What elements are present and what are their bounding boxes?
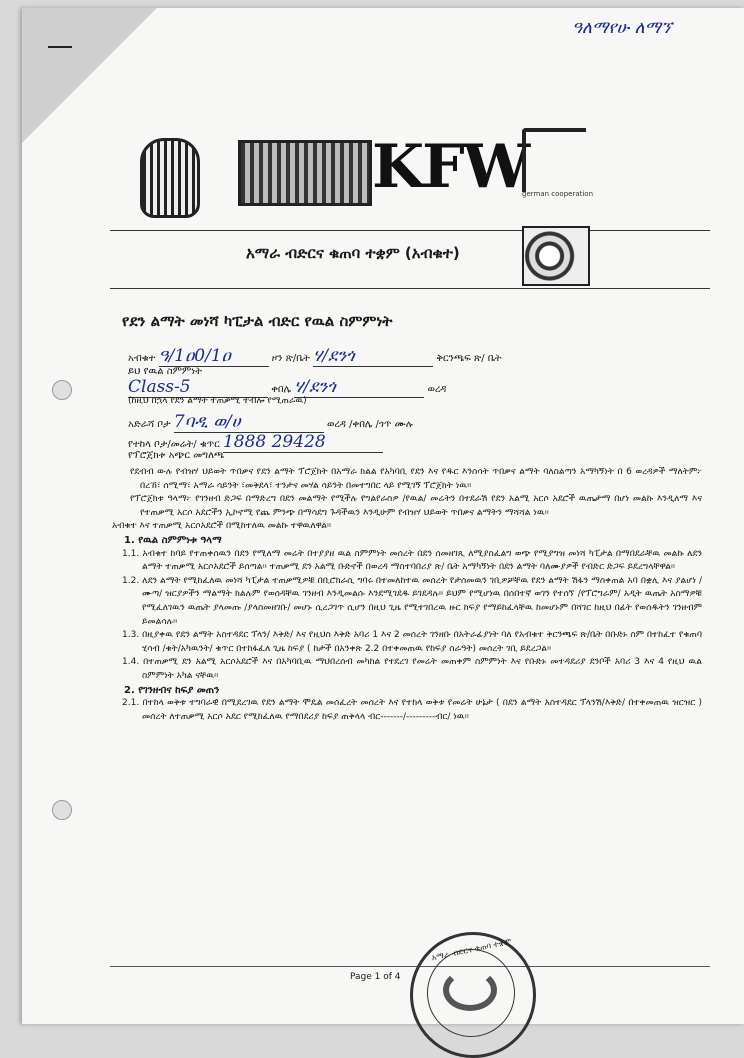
agreement-intro: አብቁተ እና ተጠቃሚ አርሶአደሮች በሚከተለዉ መልኩ ተዋዉለዋል፡፡ <box>112 521 332 532</box>
document-title: የደን ልማት መነሻ ካፒታል ብድር የዉል ስምምነት <box>122 312 393 330</box>
section-heading: 2. የገንዘብና ከፍያ መጠን <box>124 684 220 696</box>
bank-logo-icon <box>238 140 372 206</box>
field-label: አድራሻ ቦታ <box>128 419 171 430</box>
handwritten-value: ሃ/ደንጎ <box>313 346 433 367</box>
folded-corner <box>22 8 157 143</box>
logo-strip <box>140 128 600 228</box>
giz-logo-text: german cooperation <box>522 190 594 198</box>
section-heading: 1. የዉል ስምምነቱ ዓላማ <box>124 534 222 546</box>
pen-mark <box>48 46 72 48</box>
page-number: Page 1 of 4 <box>350 972 401 982</box>
field-label: አብቁተ <box>128 353 156 364</box>
agreement-body <box>112 466 702 724</box>
field-note: (ከዚህ በኋላ የደን ልማት ተጠቃሚ ተብሎ የሚጠራዉ) <box>128 396 307 406</box>
field-label: ዞን ጽ/ቤት <box>271 353 310 364</box>
official-stamp <box>410 932 536 1058</box>
stamp-text: አማራ ብድርና ቁጠባ ተቋም <box>430 936 513 963</box>
giz-logo-icon <box>522 128 586 192</box>
field-label: የተከላ ቦታ/መሬት/ ቁጥር <box>128 439 220 450</box>
handwritten-value: ሃ/ደንጎ <box>294 377 424 398</box>
field-row-1 <box>128 346 501 367</box>
field-row-2 <box>128 366 446 398</box>
field-label: ቀበሌ <box>271 384 292 395</box>
bullet-paragraph: የፕሮጀክቱ ዓላማ፦ የገንዘብ ድጋፍ በማድረግ በደን መልማት የሚችሉ የግልየራስዎ /የዉል/ መሬትን በተደራሽ የደን አልሚ አርሶ አደሮች ዉጤታማ በሆነ መልኩ እንዲለማ እና የተጠቃሚ አርሶ አደሮችን ኢኮኖሚ የጨ ምንጭ በማሳደግ ጉዳችዉን እንዲሁም የብዝሃ ህይወት ጥበቃና ልማትን ማሻሻል ነዉ፡፡ <box>130 494 702 518</box>
handwritten-value: 1888 29428 <box>223 432 383 453</box>
field-row-4 <box>128 412 413 433</box>
header-divider-bottom <box>110 288 710 289</box>
kfw-logo: KFW <box>372 132 529 202</box>
field-label: ቅርንጫፍ ጽ/ ቤት <box>436 353 502 364</box>
stamp-emblem-icon <box>443 969 497 1011</box>
clause: 1.3. በዚያቀዉ የደን ልማት አስተዳደር ፕላን/ እቅድ/ እና የዚህስ እቅድ አባሪ 1 እና 2 መሰረት ገንዘቡ በአትራፊያነት ባለ የአብቁተ ቅርንጫፍ ጽ/ቤት በቡድኑ ስም በተከፈተ የቁጠባ ሂሳብ /ቁት/አካዉንት/ ቁጥር በተከፋፈለ ጊዜ ከፍያ ( ከታች በአንቀጽ 2.2 በተቀመጠዉ የከፍያ ስራዓት) መሰረት ገቢ ይደረጋል፡፡ <box>122 630 702 654</box>
clause: 1.1. አብቁተ ከባይ የተጠቀሰዉን በደን የሚለማ መሬት በተያያዘ ዉል ስምምነት መሰረት በደን ሰመዘገጺ ለሚያስፈልግ ወጭ የሚያግዝ መነሻ ካፒታል በማበደራቸዉ መልኩ ለደን ልማት ተጠቃሚ አርሶአደሮች ይሰጣል፡፡ ተጠቃሚ ደን አልሚ ቡድኖች በወረዳ ማስተባበሪያ ጽ/ ቤት አማካኝነት በደን ልማት ባለሙያዎች የብድር ድጋፍ ይደረግላቸዋል፡፡ <box>122 548 702 573</box>
handwritten-value: Class-5 <box>128 377 268 398</box>
field-label: ወረዳ /ቀበሌ /ጎጥ ሙሉ <box>326 419 413 430</box>
field-label: ወረዳ <box>427 384 447 395</box>
handwritten-value: 7ባዲ ወ/ሀ <box>174 412 324 433</box>
header-divider <box>110 230 710 231</box>
bullet-paragraph: የደብብ ውሉ የብዝሃ ህይወት ጥበቃና የደን ልማት ፕሮጀክት በአማራ ክልል የአካባቢ የደን እና የዱር እንስሳት ጥበቃና ልማት ባለስልጣን አማካኝነት በ 6 ወረዳዎች ማለትም፦ በረኸ፣ ሰሚማ፣ አማራ ሳይንት ፣መቅደላ፣ ተንታና መሃል ሳይንት በመተግበር ላይ የሚገኝ ፕሮጀክት ነዉ፡፡ <box>130 467 702 491</box>
field-row-6 <box>128 450 224 461</box>
clause: 2.1. በተከላ ወቅቱ ተግባራዊ በሚደረገዉ የደን ልማት ሞዴል መሰፈረት መሰረት እና የተከላ ወቅቱ የመሬት ሁኔታ ( በደን ልማት አስተዳደር ፕላንሽ/እቅድ/ በተቀመጠዉ ዝርዝር ) መሰረት ለተጠቃሚ አርሶ አደር የሚከፈለዉ የማበደሪያ ከፍያ ጠቅላላ ብር-------/---------ብር/ ነዉ፡፡ <box>122 698 702 722</box>
punch-hole-bottom <box>52 800 72 820</box>
clause: 1.4. በተጠቃሚ ደን አልሚ አርሶአደሮች እና በአካባቢዉ ማህበረሰብ መካከል የተደረገ የመሬት መጠቀም ስምምነት እና የቡድኑ መተዳደሪያ ደንቦች አባሪ 3 እና 4 የዚህ ዉል ስምምነት አካል ናቸዉ፡፡ <box>122 657 702 681</box>
handwritten-value: ዓ/1ዐ0/1ዐ <box>159 346 269 367</box>
footer-divider <box>110 966 710 967</box>
corner-handwriting: ዓለማየሁ ለማኘ <box>572 18 673 38</box>
acsi-logo-icon <box>522 226 590 286</box>
field-label: የፕሮጀክቱ አጭር መግለጫ <box>128 450 225 461</box>
clause: 1.2. ለደን ልማት የሚከፈለዉ መነሻ ካፒታል ተጠቃሚዎቹ በቢሮክራሲ ግባሩ በተመለከተዉ መሰረት የታሰመዉን ገቢዎቻቸዉ የደን ልማት ሽፋን ማስቀጠል አባ በቋሊ እና ያልሆነ /ሙጣ/ ዝርያዎችን ማልማት ክልሉም የወሰዳቸዉ ገንዘብ እንዲመልሱ እንደሚገደዱ ይገደዳሉ፡፡ ይህም የሚሆነዉ በሰበተኛ ወገን የተሰኘ /የፕሮግራም/ አዲት ዉጤት አስማዎቹ የሚፈለገዉን ዉጤት ያላመጡ /ያላስመዘገቡ/ መሆኑ ሲረጋገጥ ሲሆን በዚህ ጊዜ የሚተገበረዉ ዙር ከፍያ የማይከፈላቸዉ ከመሆኑም በሻገር ከዚህ በፊት የወሰዱትን ገንዘብም ይመልሳሉ፡፡ <box>122 575 702 627</box>
punch-hole-top <box>52 380 72 400</box>
government-emblem-icon <box>140 138 200 218</box>
field-label: ይህ የዉል ስምምነት <box>128 366 202 377</box>
org-title: አማራ ብድርና ቁጠባ ተቋም (አብቁተ) <box>246 244 460 262</box>
